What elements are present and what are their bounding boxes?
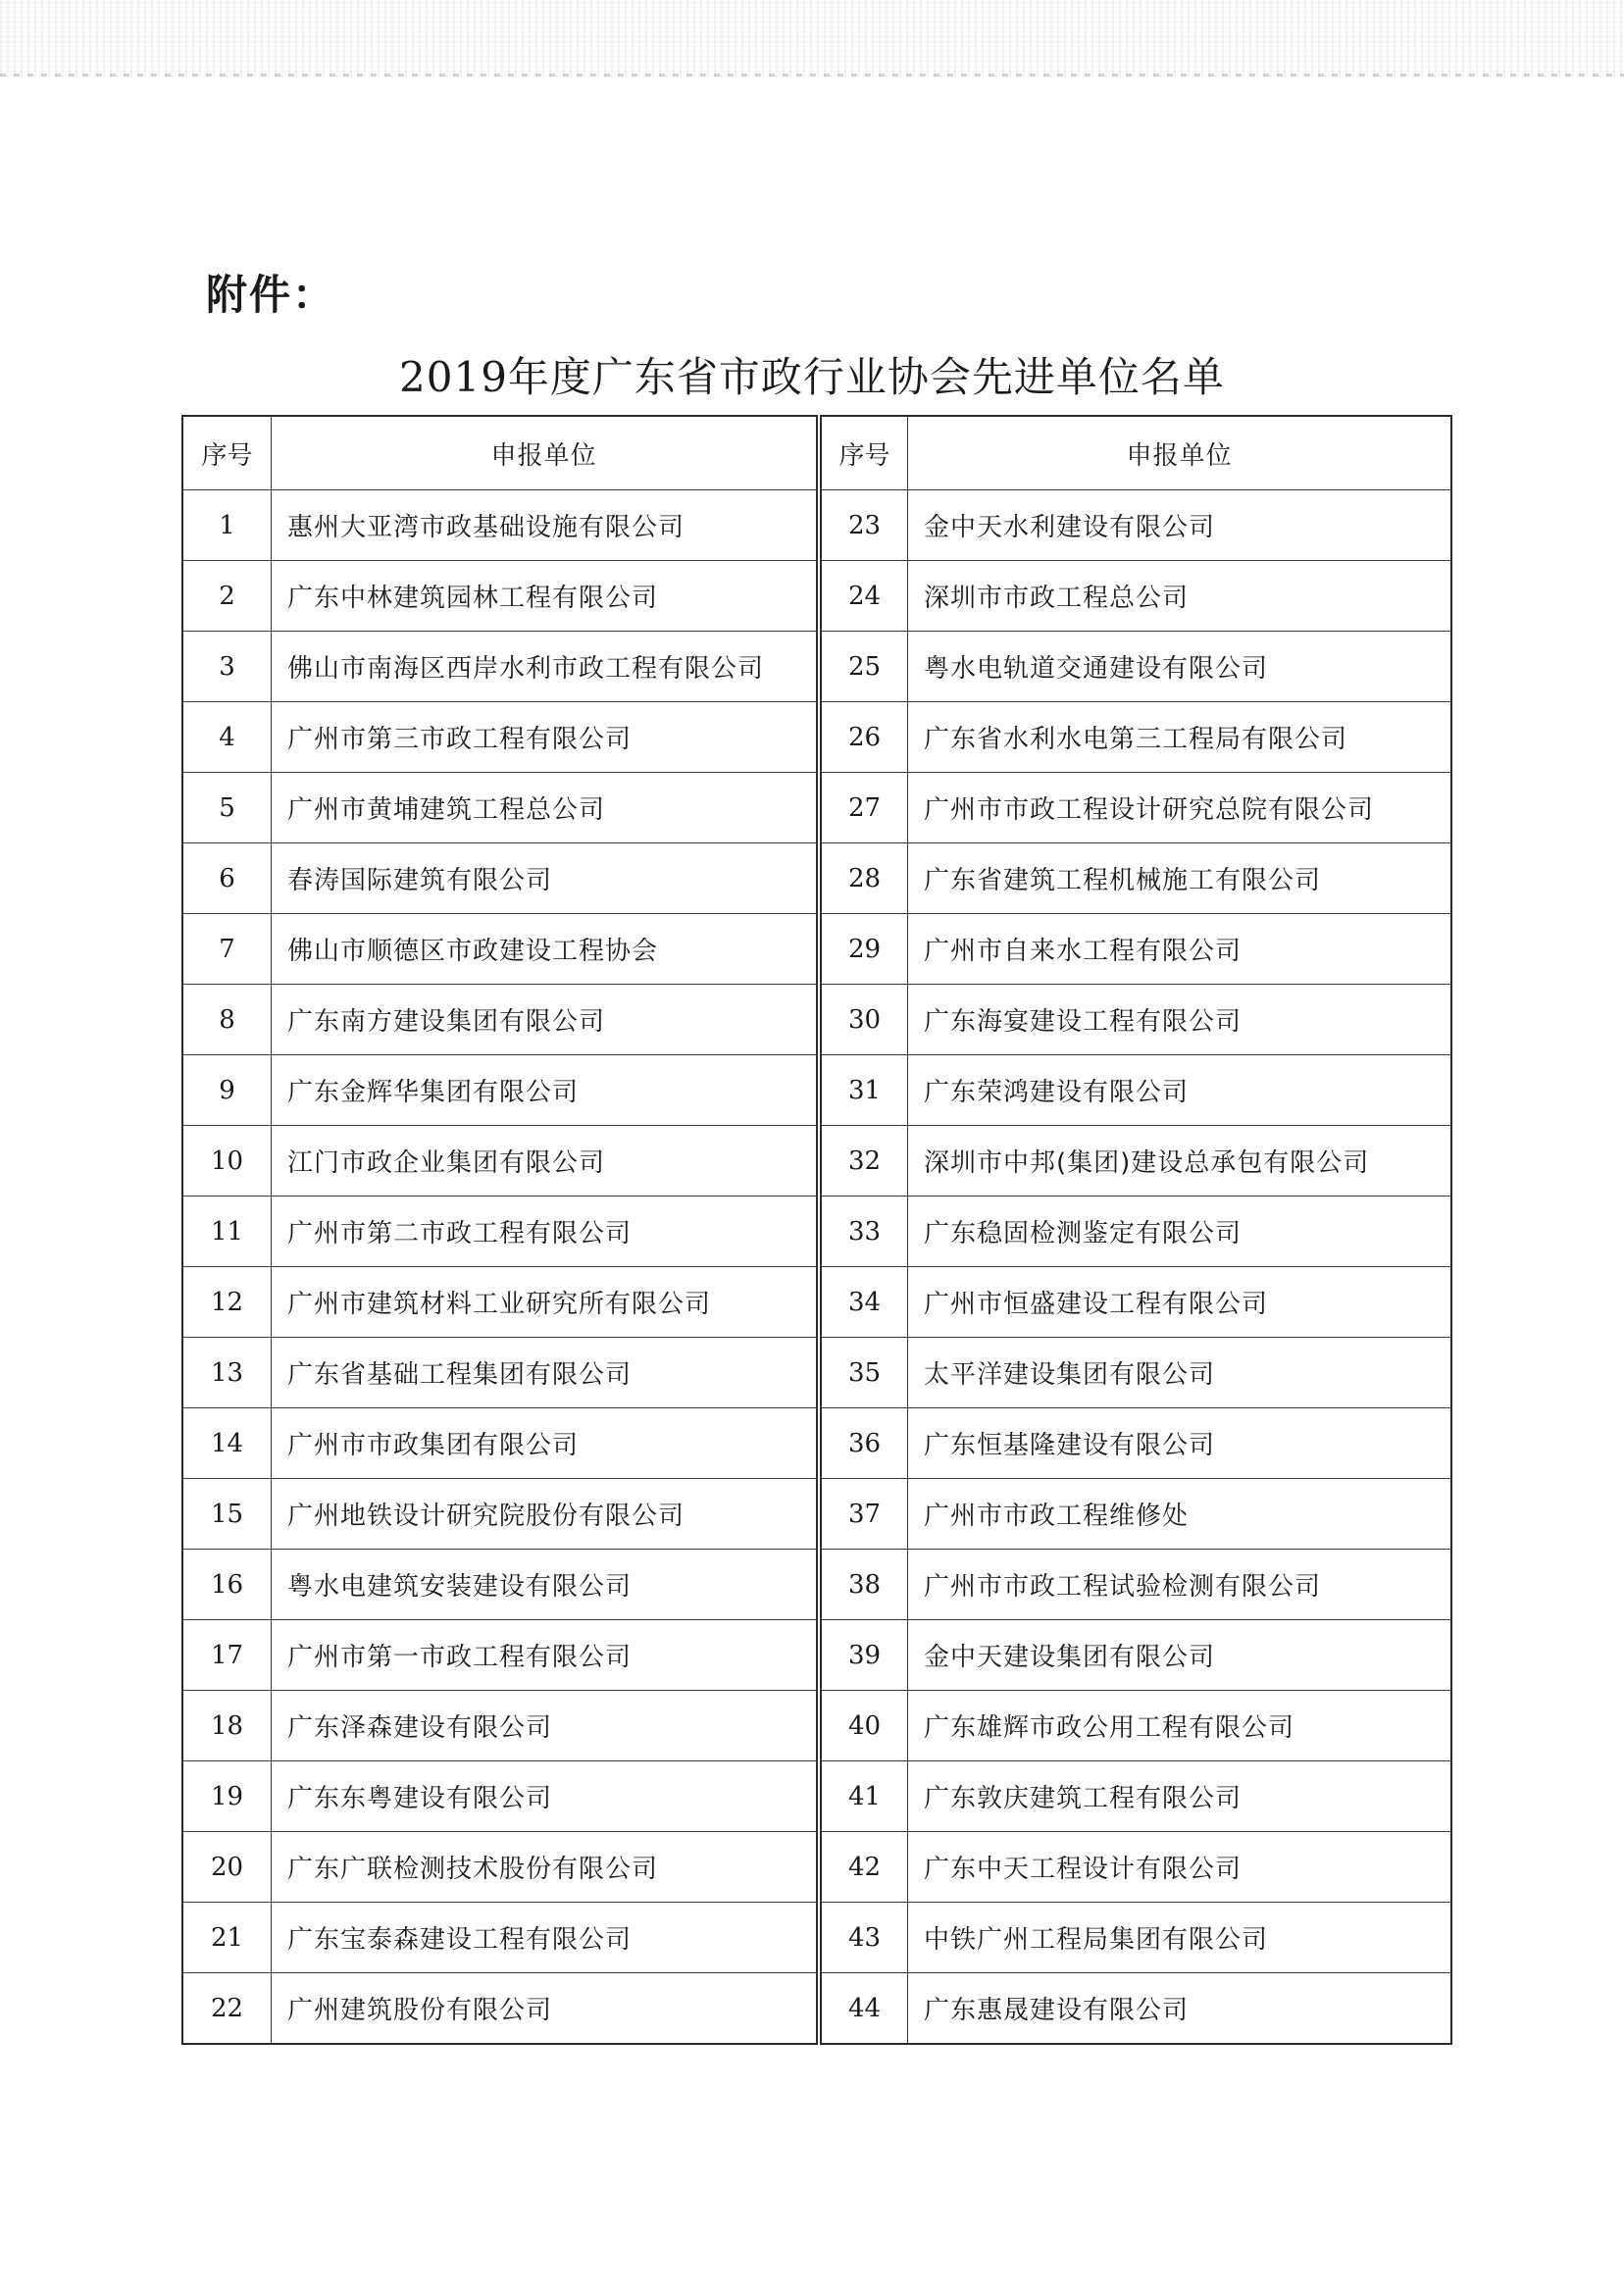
table-row <box>822 1549 1450 1619</box>
table-row <box>183 772 816 842</box>
row-unit-name: 广东东粤建设有限公司 <box>287 1784 553 1813</box>
row-seq-number: 14 <box>183 1408 272 1478</box>
row-unit-name: 广东中林建筑园林工程有限公司 <box>287 584 659 613</box>
row-unit-name: 广东省建筑工程机械施工有限公司 <box>924 866 1322 895</box>
row-seq-number: 20 <box>183 1832 272 1902</box>
table-row <box>822 913 1450 984</box>
row-unit-name: 广东金辉华集团有限公司 <box>287 1078 580 1107</box>
row-seq-number: 43 <box>822 1903 908 1972</box>
table-row <box>822 1902 1450 1972</box>
row-unit-name: 深圳市中邦(集团)建设总承包有限公司 <box>924 1148 1370 1178</box>
table-row <box>183 1407 816 1478</box>
row-unit-name: 广东泽森建设有限公司 <box>287 1713 553 1743</box>
row-seq-number: 38 <box>822 1550 908 1619</box>
row-seq-number: 32 <box>822 1126 908 1196</box>
table-row <box>183 1125 816 1196</box>
row-unit-name: 粤水电建筑安装建设有限公司 <box>287 1572 633 1602</box>
row-unit-name: 广东恒基隆建设有限公司 <box>924 1431 1216 1460</box>
table-row <box>822 1407 1450 1478</box>
row-unit-name: 广东敦庆建筑工程有限公司 <box>924 1784 1243 1813</box>
attachment-label: 附件： <box>206 271 336 319</box>
row-unit-name: 金中天水利建设有限公司 <box>924 513 1216 542</box>
table-body-right <box>822 489 1450 2043</box>
row-unit-name: 佛山市南海区西岸水利市政工程有限公司 <box>287 654 765 684</box>
row-unit-name: 江门市政企业集团有限公司 <box>287 1148 606 1178</box>
table-row <box>822 560 1450 631</box>
row-seq-number: 28 <box>822 843 908 913</box>
column-header-seq: 序号 <box>822 417 908 489</box>
table-row <box>822 1760 1450 1831</box>
row-seq-number: 39 <box>822 1620 908 1690</box>
row-seq-number: 2 <box>183 561 272 631</box>
row-unit-name: 广州市自来水工程有限公司 <box>924 937 1243 966</box>
table-row <box>183 1196 816 1266</box>
row-seq-number: 40 <box>822 1691 908 1760</box>
table-row <box>183 1831 816 1902</box>
column-header-seq: 序号 <box>183 417 272 489</box>
table-row <box>822 842 1450 913</box>
row-seq-number: 5 <box>183 773 272 842</box>
row-unit-name: 佛山市顺德区市政建设工程协会 <box>287 937 659 966</box>
table-row <box>822 1196 1450 1266</box>
table-row <box>822 489 1450 560</box>
table-row <box>183 842 816 913</box>
table-row <box>183 631 816 701</box>
row-unit-name: 广东海宴建设工程有限公司 <box>924 1007 1243 1037</box>
table-row <box>183 1054 816 1125</box>
table-row <box>822 1054 1450 1125</box>
row-seq-number: 37 <box>822 1479 908 1549</box>
row-seq-number: 30 <box>822 985 908 1054</box>
table-row <box>183 1266 816 1337</box>
row-seq-number: 8 <box>183 985 272 1054</box>
row-unit-name: 广州市第三市政工程有限公司 <box>287 725 633 754</box>
row-seq-number: 29 <box>822 914 908 984</box>
row-seq-number: 11 <box>183 1197 272 1266</box>
table-row <box>183 913 816 984</box>
row-unit-name: 广东广联检测技术股份有限公司 <box>287 1855 659 1884</box>
row-unit-name: 广东南方建设集团有限公司 <box>287 1007 606 1037</box>
table-header-row <box>822 417 1450 489</box>
row-unit-name: 广东惠晟建设有限公司 <box>924 1996 1190 2025</box>
row-seq-number: 12 <box>183 1267 272 1337</box>
row-seq-number: 18 <box>183 1691 272 1760</box>
units-table-right <box>820 415 1452 2045</box>
table-row <box>183 701 816 772</box>
row-seq-number: 23 <box>822 490 908 560</box>
row-unit-name: 粤水电轨道交通建设有限公司 <box>924 654 1269 684</box>
row-unit-name: 广州市黄埔建筑工程总公司 <box>287 795 606 825</box>
row-seq-number: 36 <box>822 1408 908 1478</box>
row-seq-number: 21 <box>183 1903 272 1972</box>
table-row <box>183 984 816 1054</box>
table-row <box>183 1549 816 1619</box>
row-seq-number: 24 <box>822 561 908 631</box>
row-unit-name: 广东荣鸿建设有限公司 <box>924 1078 1190 1107</box>
table-row <box>822 1478 1450 1549</box>
table-row <box>822 701 1450 772</box>
row-unit-name: 广州市市政工程试验检测有限公司 <box>924 1572 1322 1602</box>
row-unit-name: 广州市恒盛建设工程有限公司 <box>924 1290 1269 1319</box>
row-seq-number: 33 <box>822 1197 908 1266</box>
row-seq-number: 44 <box>822 1973 908 2043</box>
table-row <box>822 1831 1450 1902</box>
table-row <box>183 1478 816 1549</box>
row-unit-name: 广东省水利水电第三工程局有限公司 <box>924 725 1348 754</box>
row-seq-number: 42 <box>822 1832 908 1902</box>
table-row <box>183 1972 816 2043</box>
units-table-left <box>181 415 818 2045</box>
table-row <box>183 1619 816 1690</box>
row-unit-name: 广东宝泰森建设工程有限公司 <box>287 1925 633 1955</box>
row-seq-number: 31 <box>822 1055 908 1125</box>
row-unit-name: 广州建筑股份有限公司 <box>287 1996 553 2025</box>
column-header-unit: 申报单位 <box>490 440 597 471</box>
row-unit-name: 广州市第二市政工程有限公司 <box>287 1219 633 1248</box>
row-unit-name: 广州市市政集团有限公司 <box>287 1431 580 1460</box>
row-seq-number: 22 <box>183 1973 272 2043</box>
row-seq-number: 6 <box>183 843 272 913</box>
row-unit-name: 广州市建筑材料工业研究所有限公司 <box>287 1290 712 1319</box>
scan-edge-texture <box>0 0 1624 76</box>
row-unit-name: 深圳市市政工程总公司 <box>924 584 1190 613</box>
row-seq-number: 9 <box>183 1055 272 1125</box>
table-row <box>183 1690 816 1760</box>
table-header-row <box>183 417 816 489</box>
row-seq-number: 17 <box>183 1620 272 1690</box>
row-unit-name: 太平洋建设集团有限公司 <box>924 1360 1216 1390</box>
table-row <box>822 1266 1450 1337</box>
row-unit-name: 惠州大亚湾市政基础设施有限公司 <box>287 513 685 542</box>
table-row <box>822 772 1450 842</box>
row-seq-number: 35 <box>822 1338 908 1407</box>
row-seq-number: 3 <box>183 632 272 701</box>
column-header-unit: 申报单位 <box>1126 440 1233 471</box>
table-row <box>822 1619 1450 1690</box>
table-row <box>183 560 816 631</box>
table-row <box>183 1760 816 1831</box>
table-row <box>822 1690 1450 1760</box>
document-title: 2019年度广东省市政行业协会先进单位名单 <box>399 353 1225 401</box>
row-seq-number: 16 <box>183 1550 272 1619</box>
row-seq-number: 7 <box>183 914 272 984</box>
row-seq-number: 15 <box>183 1479 272 1549</box>
row-unit-name: 广东中天工程设计有限公司 <box>924 1855 1243 1884</box>
row-seq-number: 27 <box>822 773 908 842</box>
row-seq-number: 10 <box>183 1126 272 1196</box>
row-unit-name: 广东省基础工程集团有限公司 <box>287 1360 633 1390</box>
row-seq-number: 26 <box>822 702 908 772</box>
table-row <box>183 489 816 560</box>
row-unit-name: 广州市市政工程维修处 <box>924 1502 1190 1531</box>
row-unit-name: 广州市第一市政工程有限公司 <box>287 1643 633 1672</box>
table-row <box>822 984 1450 1054</box>
row-seq-number: 1 <box>183 490 272 560</box>
table-row <box>183 1902 816 1972</box>
row-seq-number: 19 <box>183 1761 272 1831</box>
row-unit-name: 广东稳固检测鉴定有限公司 <box>924 1219 1243 1248</box>
row-seq-number: 25 <box>822 632 908 701</box>
table-row <box>822 1125 1450 1196</box>
row-unit-name: 中铁广州工程局集团有限公司 <box>924 1925 1269 1955</box>
table-row <box>822 1337 1450 1407</box>
row-unit-name: 广州地铁设计研究院股份有限公司 <box>287 1502 685 1531</box>
table-body-left <box>183 489 816 2043</box>
row-unit-name: 广州市市政工程设计研究总院有限公司 <box>924 795 1375 825</box>
table-row <box>822 1972 1450 2043</box>
row-seq-number: 41 <box>822 1761 908 1831</box>
row-unit-name: 广东雄辉市政公用工程有限公司 <box>924 1713 1295 1743</box>
row-unit-name: 金中天建设集团有限公司 <box>924 1643 1216 1672</box>
table-row <box>183 1337 816 1407</box>
table-row <box>822 631 1450 701</box>
row-unit-name: 春涛国际建筑有限公司 <box>287 866 553 895</box>
row-seq-number: 13 <box>183 1338 272 1407</box>
row-seq-number: 34 <box>822 1267 908 1337</box>
row-seq-number: 4 <box>183 702 272 772</box>
